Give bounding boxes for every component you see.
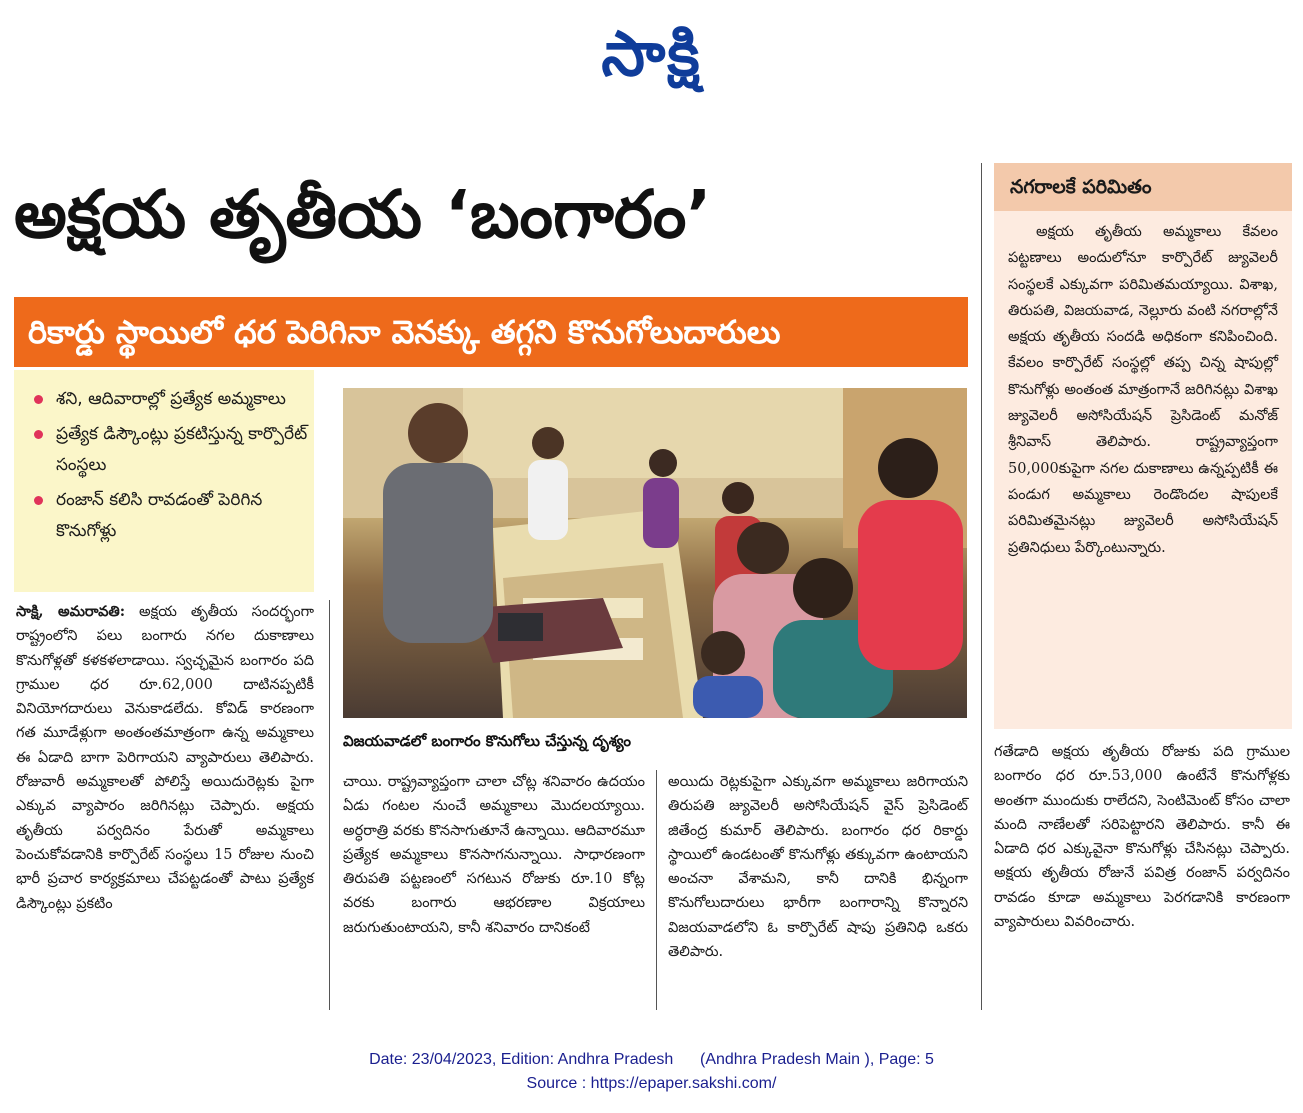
sidebar-header	[994, 163, 1292, 211]
column-divider	[981, 163, 982, 1010]
column-divider	[656, 770, 657, 1010]
article-photo	[343, 388, 967, 718]
headline: అక్షయ తృతీయ ‘బంగారం’	[14, 176, 712, 253]
sidebar-title: నగరాలకే పరిమితం	[1010, 176, 1152, 198]
article-column-1	[16, 600, 314, 916]
highlight-item: ప్రత్యేక డిస్కౌంట్లు ప్రకటిస్తున్న కార్పొరేట్ సంస్థలు	[30, 419, 308, 481]
highlight-item: రంజాన్ కలిసి రావడంతో పెరిగిన కొనుగోళ్లు	[30, 485, 308, 547]
highlights-box	[14, 370, 314, 592]
page-footer	[0, 1048, 1303, 1096]
masthead-logo	[0, 14, 1303, 94]
masthead-title: సాక్షి	[601, 17, 702, 90]
article-column-3: అయిదు రెట్లకుపైగా ఎక్కువగా అమ్మకాలు జరిగాయని తిరుపతి జ్యువెలరీ అసోసియేషన్ వైస్ ప్రెసిడెంట్ జితేంద్ర కుమార్ తెలిపారు. బంగారం ధర రికార్డు స్థాయిలో ఉండటంతో కొనుగోళ్లు తక్కువగా ఉంటాయని అంచనా వేశామని, కానీ దానికి భిన్నంగా కొనుగోలుదారులు భారీగా బంగారాన్ని కొన్నారని విజయవాడలోని ఓ కార్పొరేట్ షాపు ప్రతినిధి ఒకరు తెలిపారు.	[668, 774, 968, 961]
article-text: అక్షయ తృతీయ సందర్భంగా రాష్ట్రంలోని పలు బంగారు నగల దుకాణాలు కొనుగోళ్లతో కళకళలాడాయి. స్వచ్ఛమైన బంగారం పది గ్రాముల ధర రూ.62,000 దాటినప్పటికీ వినియోగదారులు వెనుకాడలేదు. కోవిడ్ కారణంగా గత మూడేళ్లుగా అంతంతమాత్రంగా ఉన్న అమ్మకాలు ఈ ఏడాది బాగా పెరిగాయని వ్యాపారులు తెలిపారు. రోజువారీ అమ్మకాలతో పోలిస్తే అయిదురెట్లకు పైగా ఎక్కువ వ్యాపారం జరిగినట్లు చెప్పారు. అక్షయ తృతీయ పర్వదినం పేరుతో అమ్మకాలు పెంచుకోవడానికి కార్పొరేట్ సంస్థలు 15 రోజుల నుంచి భారీ ప్రచార కార్యక్రమాలు చేపట్టడంతో పాటు ప్రత్యేక డిస్కౌంట్లు ప్రకటిం	[16, 604, 314, 912]
photo-illustration	[343, 388, 967, 718]
highlights-list	[14, 370, 314, 547]
sidebar-text: అక్షయ తృతీయ అమ్మకాలు కేవలం పట్టణాలు అందులోనూ కార్పొరేట్ జ్యువెలరీ సంస్థలకే ఎక్కువగా పరిమితమయ్యాయి. విశాఖ, తిరుపతి, విజయవాడ, నెల్లూరు వంటి నగరాల్లోనే అక్షయ తృతీయ సందడి అధికంగా కనిపించింది. కేవలం కార్పొరేట్ సంస్థల్లో తప్ప చిన్న షాపుల్లో కొనుగోళ్లు అంతంత మాత్రంగానే జరిగినట్లు విశాఖ జ్యువెలరీ అసోసియేషన్ ప్రెసిడెంట్ మనోజ్ శ్రీనివాస్ తెలిపారు. రాష్ట్రవ్యాప్తంగా 50,000కుపైగా నగల దుకాణాలు ఉన్నప్పటికీ ఈ పండుగ అమ్మకాలు రెండొందల షాపులకే పరిమితమైనట్లు జ్యువెలరీ అసోసియేషన్ ప్రతినిధులు పేర్కొంటున్నారు.	[1008, 224, 1278, 556]
highlight-item: శని, ఆదివారాల్లో ప్రత్యేక అమ్మకాలు	[30, 384, 308, 415]
subheadline-banner	[14, 297, 968, 367]
article-dateline: సాక్షి, అమరావతి:	[16, 603, 126, 620]
article-column-2: చాయి. రాష్ట్రవ్యాప్తంగా చాలా చోట్ల శనివారం ఉదయం ఏడు గంటల నుంచే అమ్మకాలు మొదలయ్యాయి. అర్ధరాత్రి వరకు కొనసాగుతూనే ఉన్నాయి. ఆదివారమూ ప్రత్యేక అమ్మకాలు కొనసాగనున్నాయి. సాధారణంగా తిరుపతి పట్టణంలో సగటున రోజుకు రూ.10 కోట్ల వరకు బంగారు ఆభరణాల విక్రయాలు జరుగుతుంటాయని, కానీ శనివారం దానికంటే	[343, 774, 645, 936]
footer-source-line: Source : https://epaper.sakshi.com/	[526, 1075, 777, 1092]
subheadline: రికార్డు స్థాయిలో ధర పెరిగినా వెనక్కు తగ్గని కొనుగోలుదారులు	[28, 313, 781, 351]
sidebar-box	[994, 163, 1292, 729]
photo-caption: విజయవాడలో బంగారం కొనుగోలు చేస్తున్న దృశ్యం	[343, 732, 631, 750]
column-divider	[329, 600, 330, 1010]
footer-edition-line: Date: 23/04/2023, Edition: Andhra Pradesh (Andhra Pradesh Main ), Page: 5	[369, 1051, 934, 1068]
article-column-4: గతేడాది అక్షయ తృతీయ రోజుకు పది గ్రాముల బంగారం ధర రూ.53,000 ఉంటేనే కొనుగోళ్లకు అంతగా ముందుకు రాలేదని, సెంటిమెంట్ కోసం చాలా మంది నాణేలతో సరిపెట్టారని తెలిపారు. కానీ ఈ ఏడాది ధర ఎక్కువైనా కొనుగోళ్లు చేసినట్లు చెప్పారు. అక్షయ తృతీయ రోజునే పవిత్ర రంజాన్ పర్వదినం రావడం కూడా అమ్మకాలు పెరగడానికి కారణంగా వ్యాపారులు వివరించారు.	[994, 744, 1290, 931]
